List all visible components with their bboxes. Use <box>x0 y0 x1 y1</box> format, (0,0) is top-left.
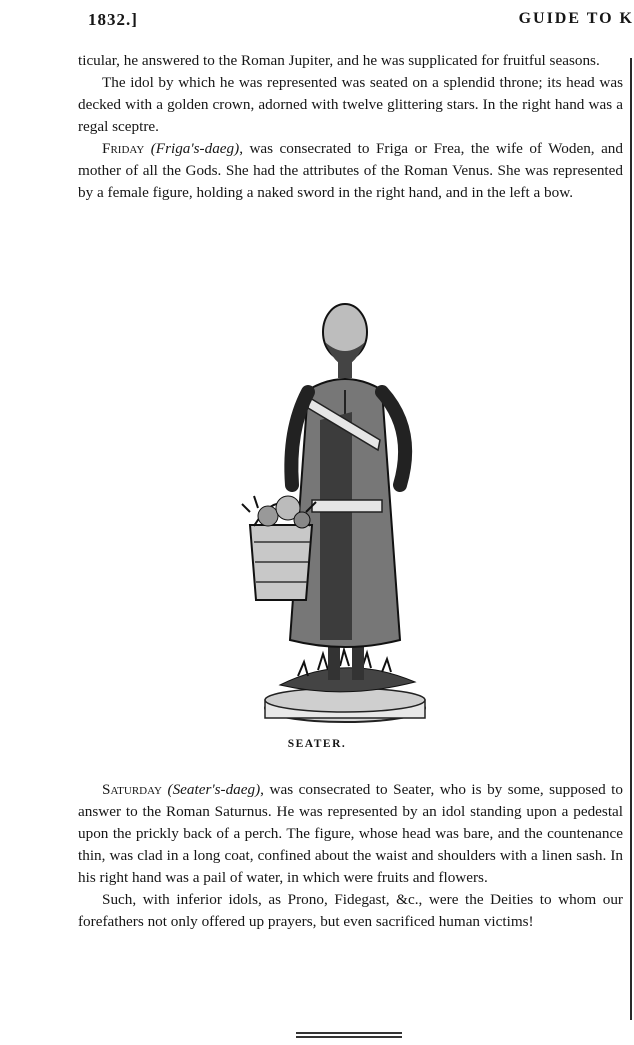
closing-rule <box>296 1032 402 1040</box>
saturday-body: , was consecrated to Seater, who is by some, supposed to answer to the Roman Saturnus. He was represented by an idol standing upon a pedestal upon the prickly back of a perch. The figure, whose head was bare, and the countenance thin, was clad in a long coat, confined about the waist and shoulders with a linen sash. In his right hand was a pail of water, in which were fruits and flowers. <box>78 781 623 886</box>
page-header <box>88 6 634 32</box>
top-text-block <box>78 50 623 204</box>
saturday-label: Saturday <box>102 781 162 798</box>
paragraph-saturday <box>78 779 623 889</box>
paragraph-idol: The idol by which he was represented was seated on a splendid throne; its head was decked with a golden crown, adorned with twelve glittering stars. In the right hand was a regal sceptre. <box>78 74 623 135</box>
paragraph-deities: Such, with inferior idols, as Prono, Fidegast, &c., were the Deities to whom our forefathers not only offered up prayers, but even sacrificed human victims! <box>78 891 623 930</box>
bottom-text-block <box>78 779 623 933</box>
friday-label: Friday <box>102 140 145 157</box>
figure-caption: SEATER. <box>287 738 347 750</box>
running-title: GUIDE TO K <box>518 10 634 27</box>
margin-rule <box>630 58 632 1020</box>
paragraph-continuation: ticular, he answered to the Roman Jupiter, and he was supplicated for fruitful seasons. <box>78 52 600 69</box>
friday-body: , was consecrated to Friga or Frea, the wife of Woden, and mother of all the Gods. She had the attributes of the Roman Venus. She was represented by a female figure, holding a naked sword in the right hand, and in the left a bow. <box>78 140 623 201</box>
paragraph-friday <box>78 138 623 204</box>
friday-etymology: (Friga's-daeg) <box>150 140 240 157</box>
seater-engraving <box>240 280 450 740</box>
page-number: 1832.] <box>88 10 138 29</box>
saturday-etymology: (Seater's-daeg) <box>167 781 261 798</box>
